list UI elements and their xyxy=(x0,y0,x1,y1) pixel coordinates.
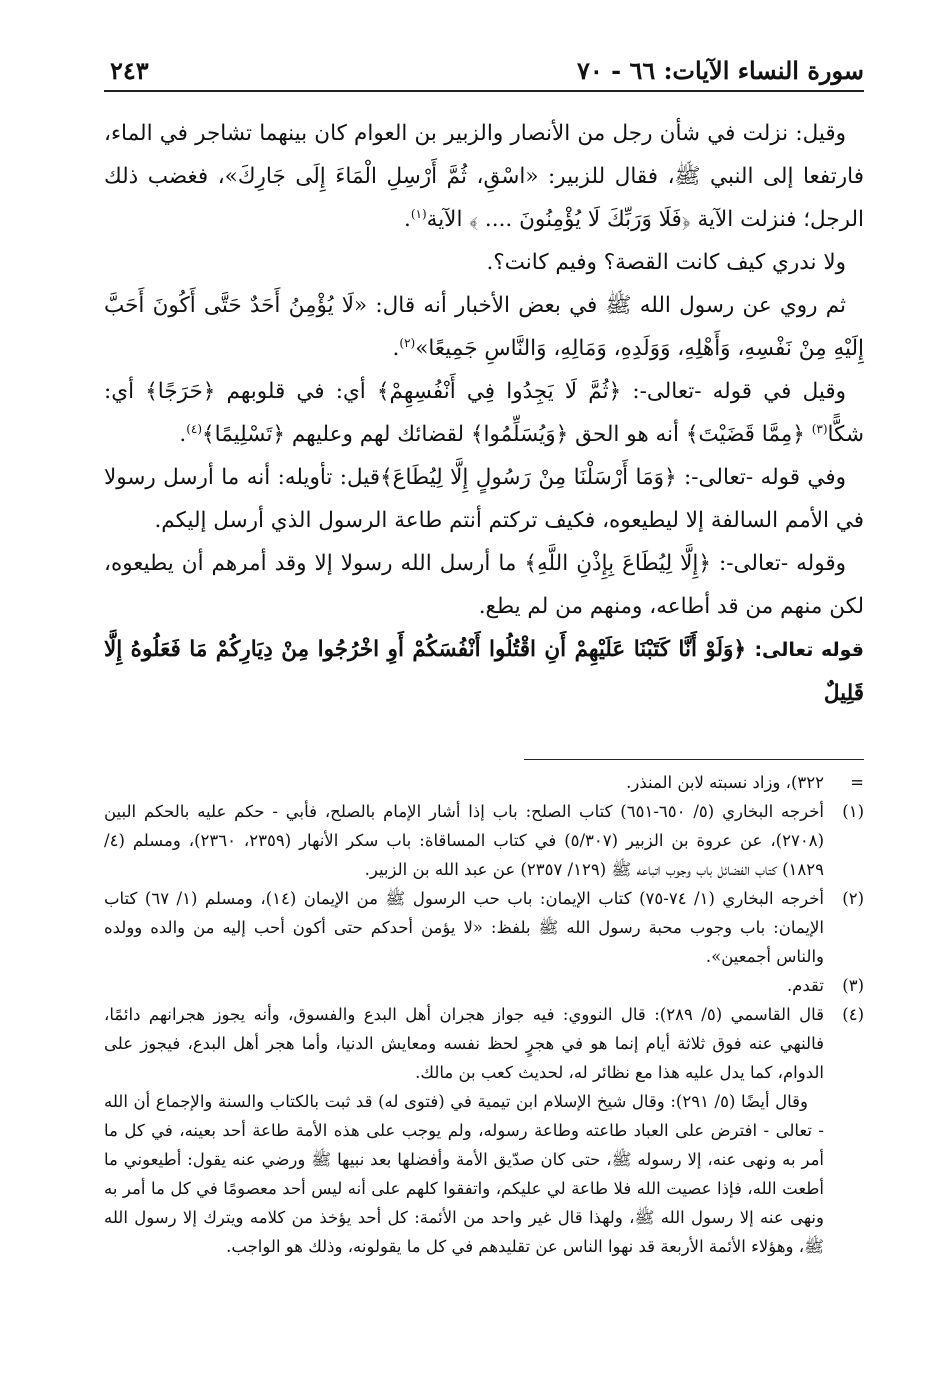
page-number: ٢٤٣ xyxy=(110,56,149,85)
footnote-2 xyxy=(104,884,864,971)
footnote-1-text: أخرجه البخاري (٥/ ٦٥٠-٦٥١) كتاب الصلح: باب إذا أشار الإمام بالصلح، فأبي - حكم عليه بالحكم البين (٢٧٠٨)، عن عروة بن الزبير (٥/٣٠٧) في كتاب المساقاة: باب سكر الأنهار (٢٣٥٩، ٢٣٦٠)، ومسلم (٤/ ١٨٢٩) كتاب الفضائل باب وجوب اتباعه ﷺ (١٢٩/ ٢٣٥٧) عن عبد الله بن الزبير. xyxy=(104,802,824,879)
paragraph-1-text: وقيل: نزلت في شأن رجل من الأنصار والزبير بن العوام كان بينهما تشاجر في الماء، فارتفعا إلى النبي ﷺ، فقال للزبير: «اسْقِ، ثُمَّ أَرْسِلِ الْمَاءَ إِلَى جَارِكَ»، فغضب ذلك الرجل؛ فنزلت الآية ﴿فَلَا وَرَبِّكَ لَا يُؤْمِنُونَ .... ﴾ الآية xyxy=(104,121,864,232)
footnote-2-text: أخرجه البخاري (١/ ٧٤-٧٥) كتاب الإيمان: باب حب الرسول ﷺ من الإيمان (١٤)، ومسلم (١/ ٦٧) كتاب الإيمان: باب وجوب محبة رسول الله ﷺ بلفظ: «لا يؤمن أحدكم حتى أكون أحب إليه من والده وولده والناس أجمعين». xyxy=(104,889,824,966)
paragraph-4-text-a: وقيل في قوله -تعالى-: ﴿ثُمَّ لَا يَجِدُوا فِي أَنْفُسِهِمْ﴾ أي: في قلوبهم ﴿حَرَجًا﴾ أي: شكًّا xyxy=(104,379,864,447)
footnote-ref-4: (٤) xyxy=(186,421,203,436)
paragraph-3-text: ثم روي عن رسول الله ﷺ في بعض الأخبار أنه قال: «لَا يُؤْمِنُ أَحَدٌ حَتَّى أَكُونَ أَحَبَّ إِلَيْهِ مِنْ نَفْسِهِ، وَأَهْلِهِ، وَوَلَدِهِ، وَمَالِهِ، وَالنَّاسِ جَمِيعًا» xyxy=(104,293,864,361)
paragraph-1-end: . xyxy=(404,207,411,232)
footnote-ref-1: (١) xyxy=(410,206,427,221)
main-text xyxy=(104,112,864,715)
footnote-ref-2: (٢) xyxy=(399,335,416,350)
book-page xyxy=(104,50,864,1370)
footnote-ref-3: (٣) xyxy=(811,421,828,436)
paragraph-4-end: . xyxy=(179,422,187,447)
paragraph-3-end: . xyxy=(392,336,400,361)
footnotes xyxy=(104,768,864,1261)
footnote-1-marker: (١) xyxy=(842,802,864,821)
footnote-4-text: قال القاسمي (٥/ ٢٨٩): قال النووي: فيه جواز هجران أهل البدع والفسوق، وأنه يجوز هجرانهم دائمًا، فالنهي عنه فوق ثلاثة أيام إنما هو في هجرٍ لحظ نفسه ومعايش الدنيا، وأما هجر أهل البدع، فيجوز على الدوام، كما يدل عليه هذا مع نظائر له، لحديث كعب بن مالك. xyxy=(104,1005,824,1082)
footnote-carry-text: ٣٢٢)، وزاد نسبته لابن المنذر. xyxy=(626,773,824,792)
footnote-2-marker: (٢) xyxy=(842,889,864,908)
footnote-3 xyxy=(104,971,864,1000)
footnote-carry xyxy=(104,768,864,797)
footnote-4-marker: (٤) xyxy=(842,1005,864,1024)
page-header xyxy=(104,50,864,92)
paragraph-2: ولا ندري كيف كانت القصة؟ وفيم كانت؟. xyxy=(486,250,846,275)
paragraph-3 xyxy=(104,284,864,370)
paragraph-4-text-b: ﴿مِمَّا قَضَيْتَ﴾ أنه هو الحق ﴿وَيُسَلِّمُوا﴾ لقضائك لهم وعليهم ﴿تَسْلِيمًا﴾ xyxy=(202,422,812,447)
footnote-1 xyxy=(104,797,864,884)
verse-text: ﴿وَلَوْ أَنَّا كَتَبْنَا عَلَيْهِمْ أَنِ اقْتُلُوا أَنْفُسَكُمْ أَوِ اخْرُجُوا مِنْ دِيَارِكُمْ مَا فَعَلُوهُ إِلَّا قَلِيلٌ xyxy=(104,637,864,706)
footnote-divider xyxy=(524,759,864,760)
footnote-3-marker: (٣) xyxy=(842,976,864,995)
paragraph-7 xyxy=(104,628,864,715)
verse-lead-label: قوله تعالى: xyxy=(754,639,864,661)
surah-header-title: سورة النساء الآيات: ٦٦ - ٧٠ xyxy=(576,56,864,85)
footnote-4 xyxy=(104,1000,864,1087)
paragraph-1 xyxy=(104,112,864,241)
paragraph-4 xyxy=(104,370,864,456)
footnote-carry-marker: = xyxy=(850,773,864,792)
footnote-4-continuation: وقال أيضًا (٥/ ٢٩١): وقال شيخ الإسلام ابن تيمية في (فتوى له) قد ثبت بالكتاب والسنة والإجماع أن الله - تعالى - افترض على العباد طاعته وطاعة رسوله، ولم يوجب على هذه الأمة طاعة أحد بعينه، في كل ما أمر به ونهى عنه، إلا رسوله ﷺ، حتى كان صدّيق الأمة وأفضلها بعد نبيها ﷺ ورضي عنه يقول: أطيعوني ما أطعت الله، فإذا عصيت الله فلا طاعة لي عليكم، واتفقوا كلهم على أنه ليس أحد معصومًا في كل ما أمر به ونهى عنه إلا رسول الله ﷺ، ولهذا قال غير واحد من الأئمة: كل أحد يؤخذ من كلامه ويترك إلا رسول الله ﷺ، وهؤلاء الأئمة الأربعة قد نهوا الناس عن تقليدهم في كل ما يقولونه، وذلك هو الواجب. xyxy=(104,1092,824,1256)
footnote-3-text: تقدم. xyxy=(786,976,824,995)
paragraph-5: وفي قوله -تعالى-: ﴿وَمَا أَرْسَلْنَا مِنْ رَسُولٍ إِلَّا لِيُطَاعَ﴾قيل: تأويله: أنه ما أرسل رسولا في الأمم السالفة إلا ليطيعوه، فكيف تركتم أنتم طاعة الرسول الذي أرسل إليكم. xyxy=(104,465,864,533)
paragraph-6: وقوله -تعالى-: ﴿إِلَّا لِيُطَاعَ بِإِذْنِ اللَّهِ﴾ ما أرسل الله رسولا إلا وقد أمرهم أن يطيعوه، لكن منهم من قد أطاعه، ومنهم من لم يطع. xyxy=(104,551,864,619)
